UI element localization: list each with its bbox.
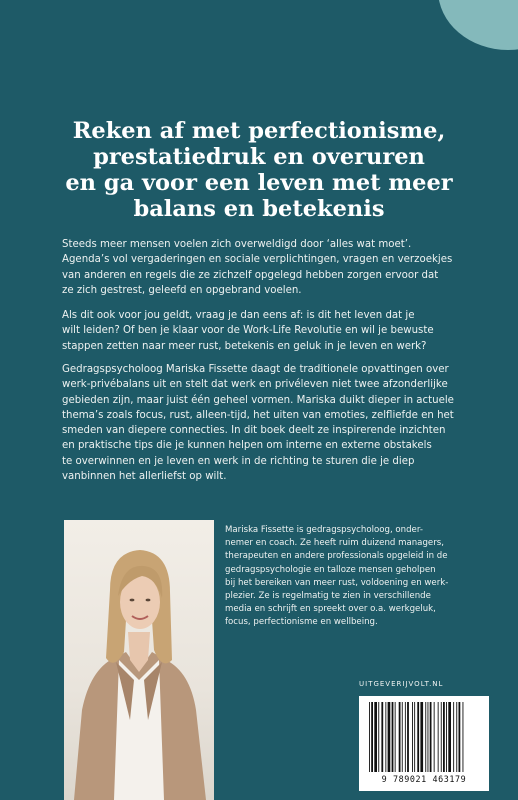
headline-line: balans en betekenis	[133, 196, 385, 222]
barcode-bar	[381, 702, 383, 772]
author-photo	[64, 520, 214, 800]
paragraph-line: Gedragspsycholoog Mariska Fissette daagt de traditionele opvattingen over	[62, 364, 449, 375]
barcode-bar	[417, 702, 419, 772]
barcode-bar	[463, 702, 464, 772]
paragraph-line: Agenda’s vol vergaderingen en sociale verplichtingen, vragen en verzoekjes	[62, 254, 453, 266]
paragraph-line: Steeds meer mensen voelen zich overweldigd door ‘alles wat moet’.	[62, 239, 412, 250]
barcode-bar	[395, 702, 396, 772]
bio-line: bij het bereiken van meer rust, voldoening en werk-	[225, 577, 449, 588]
paragraph-line: stappen zetten naar meer rust, betekenis en geluk in je leven en werk?	[62, 340, 427, 352]
publisher-label: UITGEVERIJVOLT.NL	[359, 680, 444, 688]
description-paragraph	[62, 362, 462, 484]
paragraph-line: thema’s zoals focus, rust, alleen-tijd, het uiten van emoties, zelfliefde en het	[62, 409, 454, 421]
barcode-bar	[453, 702, 454, 772]
isbn-digits: 9 789021 463179	[381, 774, 467, 784]
paragraph-line: werk-privébalans uit en stelt dat werk en privéleven niet twee afzonderlijke	[62, 379, 448, 391]
bio-line: Mariska Fissette is gedragspsycholoog, onder-	[225, 525, 423, 535]
barcode-bar	[399, 702, 401, 772]
barcode-bar	[392, 702, 394, 772]
bio-line: plezier. Ze is regelmatig te zien in verschillende	[225, 591, 431, 602]
barcode-bar	[378, 702, 379, 772]
barcode-bar	[385, 702, 386, 772]
corner-accent-shape	[438, 0, 518, 50]
paragraph-line: ze zich gestrest, geleefd en opgebrand voelen.	[62, 284, 302, 296]
barcode-bar	[371, 702, 373, 772]
back-cover-headline	[40, 118, 478, 222]
barcode-bar	[388, 702, 391, 772]
headline-line: Reken af met perfectionisme,	[72, 118, 446, 144]
bio-line: focus, perfectionisme en wellbeing.	[225, 617, 378, 628]
barcode-bar	[402, 702, 403, 772]
barcode-bar	[456, 702, 457, 772]
barcode-bars	[359, 696, 489, 776]
barcode-bar	[443, 702, 445, 772]
isbn-barcode	[359, 696, 489, 791]
author-bio	[225, 524, 465, 630]
barcode-bar	[425, 702, 426, 772]
paragraph-line: te overwinnen en je leven en werk in de richting te sturen die je diep	[62, 455, 415, 467]
paragraph-line: vanbinnen het allerliefst op wilt.	[62, 471, 227, 483]
bio-line: therapeuten en andere professionals opgeleid in de	[225, 551, 448, 562]
barcode-bar	[448, 702, 451, 772]
barcode-bar	[412, 702, 413, 772]
paragraph-line: Als dit ook voor jou geldt, vraag je dan eens af: is dit het leven dat je	[62, 310, 415, 321]
bio-line: media en schrijft en spreekt over o.a. werkgeluk,	[225, 604, 436, 615]
headline-line: prestatiedruk en overuren	[93, 144, 425, 170]
paragraph-line: en praktische tips die je kunnen helpen om interne en externe obstakels	[62, 440, 432, 452]
barcode-bar	[414, 702, 415, 772]
bio-line: nemer en coach. Ze heeft ruim duizend managers,	[225, 538, 444, 549]
headline-line: en ga voor een leven met meer	[65, 170, 453, 196]
barcode-bar	[459, 702, 461, 772]
barcode-bar	[420, 702, 423, 772]
intro-paragraph	[62, 237, 462, 298]
barcode-bar	[438, 702, 439, 772]
barcode-bar	[369, 702, 370, 772]
barcode-bar	[441, 702, 442, 772]
barcode-bar	[428, 702, 429, 772]
paragraph-line: gebieden zijn, maar juist één geheel vormen. Mariska duikt dieper in actuele	[62, 394, 454, 406]
paragraph-line: wilt leiden? Of ben je klaar voor de Work-Life Revolutie en wil je bewuste	[62, 325, 434, 337]
paragraph-line: smeden van diepere connecties. In dit boek deelt ze inspirerende inzichten	[62, 425, 446, 437]
paragraph-line: van anderen en regels die ze zichzelf opgelegd hebben zorgen ervoor dat	[62, 269, 439, 281]
barcode-bar	[430, 702, 432, 772]
barcode-bar	[434, 702, 435, 772]
barcode-bar	[407, 702, 409, 772]
question-paragraph	[62, 308, 462, 354]
barcode-bar	[374, 702, 377, 772]
barcode-bar	[446, 702, 447, 772]
bio-line: gedragspsychologie en talloze mensen geholpen	[225, 564, 436, 575]
barcode-bar	[405, 702, 406, 772]
